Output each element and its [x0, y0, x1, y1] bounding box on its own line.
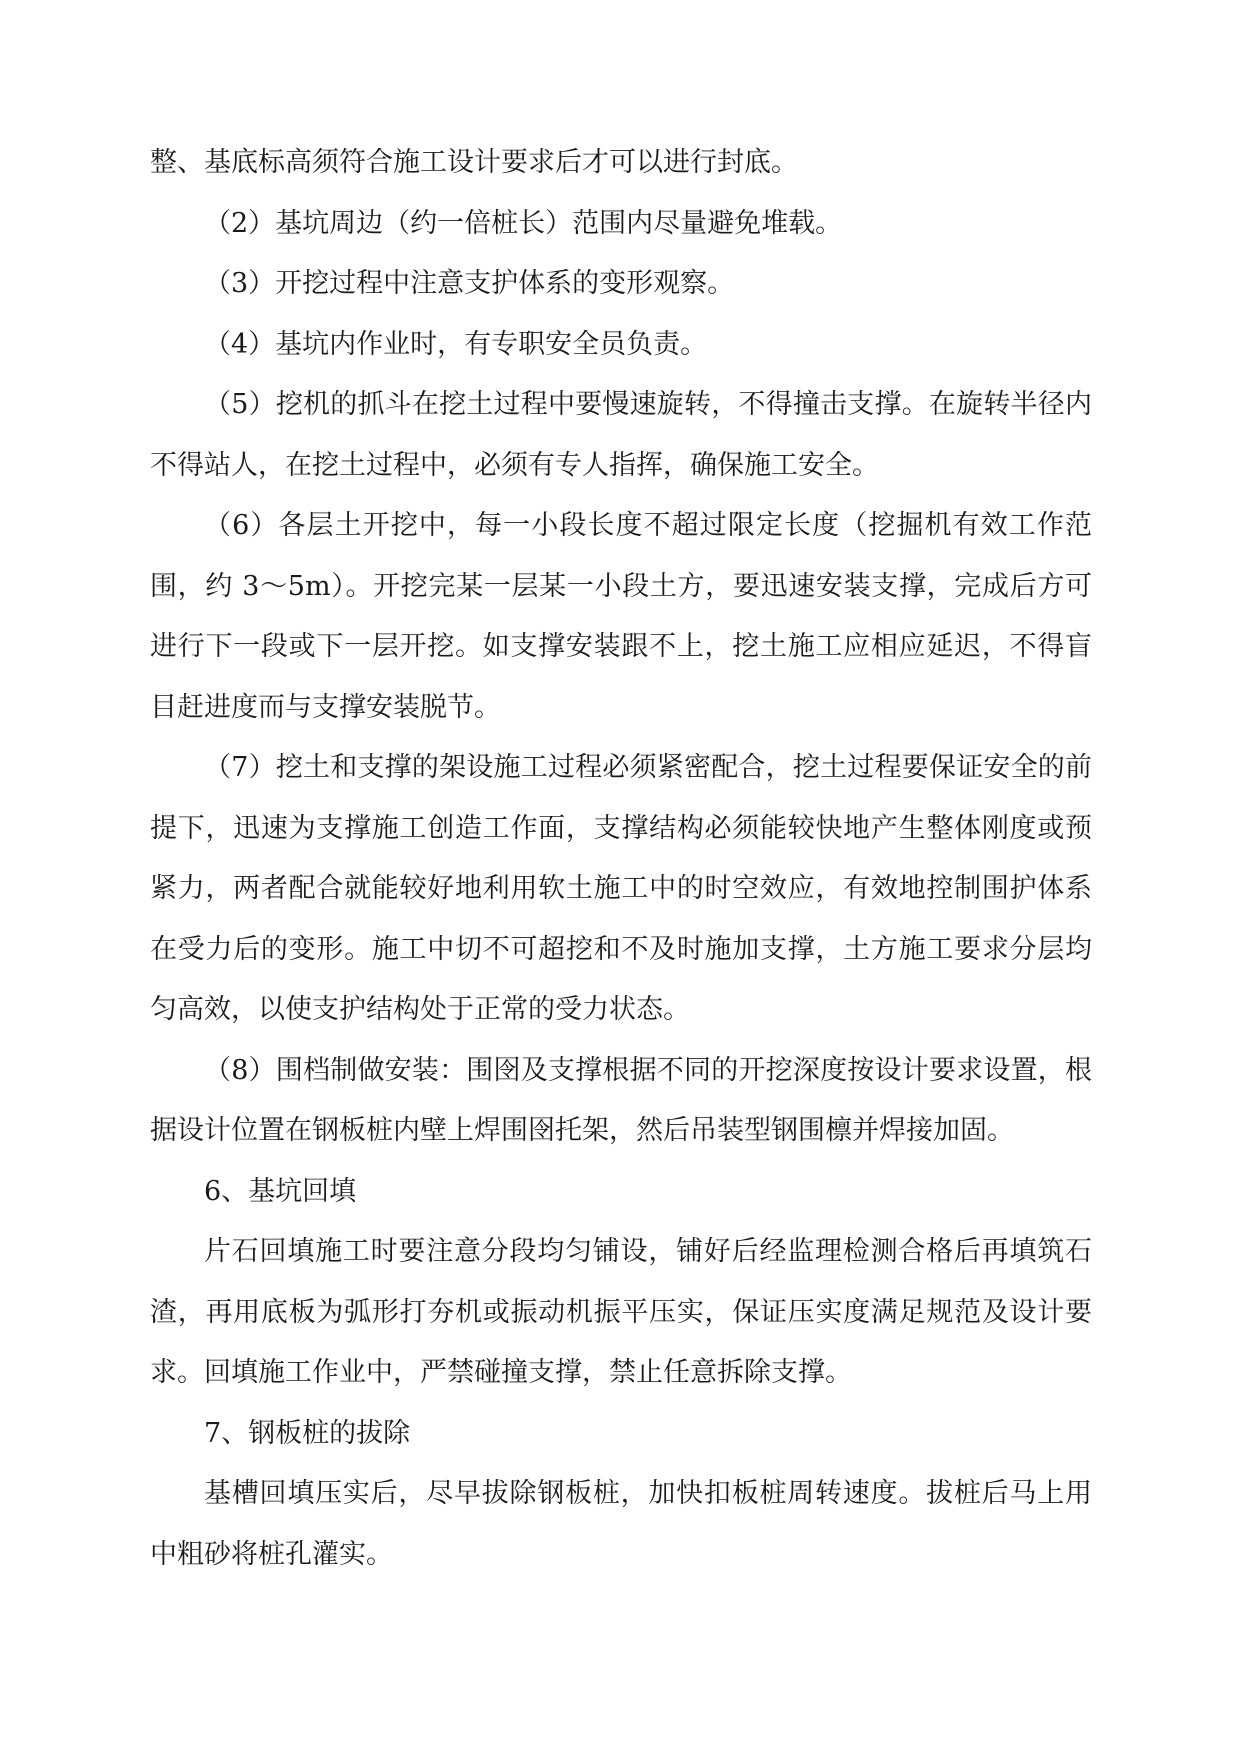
- document-body: [150, 133, 1092, 1585]
- paragraph-pile-removal: 基槽回填压实后，尽早拔除钢板桩，加快扣板桩周转速度。拔桩后马上用中粗砂将桩孔灌实。: [150, 1478, 1092, 1570]
- paragraph-continuation: 整、基底标高须符合施工设计要求后才可以进行封底。: [150, 147, 798, 178]
- paragraph-item-7: （7）挖土和支撑的架设施工过程必须紧密配合，挖土过程要保证安全的前提下，迅速为支撑施工创造工作面，支撑结构必须能较快地产生整体刚度或预紧力，两者配合就能较好地利用软土施工中的时空效应，有效地控制围护体系在受力后的变形。施工中切不可超挖和不及时施加支撑，土方施工要求分层均匀高效，以使支护结构处于正常的受力状态。: [150, 752, 1092, 1025]
- paragraph-item-2: （2）基坑周边（约一倍桩长）范围内尽量避免堆载。: [204, 207, 843, 239]
- paragraph-backfill: 片石回填施工时要注意分段均匀铺设，铺好后经监理检测合格后再填筑石渣，再用底板为弧形打夯机或振动机振平压实，保证压实度满足规范及设计要求。回填施工作业中，严禁碰撞支撑，禁止任意拆除支撑。: [150, 1236, 1092, 1388]
- section-heading-pile-removal: 7、钢板桩的拔除: [204, 1417, 411, 1449]
- paragraph-item-4: （4）基坑内作业时，有专职安全员负责。: [204, 328, 708, 360]
- paragraph-item-3: （3）开挖过程中注意支护体系的变形观察。: [204, 268, 735, 299]
- section-heading-backfill: 6、基坑回填: [204, 1175, 357, 1207]
- paragraph-item-6: （6）各层土开挖中，每一小段长度不超过限定长度（挖掘机有效工作范围，约 3～5m）。开挖完某一层某一小段土方，要迅速安装支撑，完成后方可进行下一段或下一层开挖。如支撑安装跟不上，挖土施工应相应延迟，不得盲目赶进度而与支撑安装脱节。: [150, 510, 1092, 723]
- paragraph-item-8: （8）围档制做安装：围囹及支撑根据不同的开挖深度按设计要求设置，根据设计位置在钢板桩内壁上焊围囹托架，然后吊装型钢围檩并焊接加固。: [150, 1054, 1092, 1146]
- paragraph-item-5: （5）挖机的抓斗在挖土过程中要慢速旋转，不得撞击支撑。在旋转半径内不得站人，在挖土过程中，必须有专人指挥，确保施工安全。: [150, 389, 1092, 481]
